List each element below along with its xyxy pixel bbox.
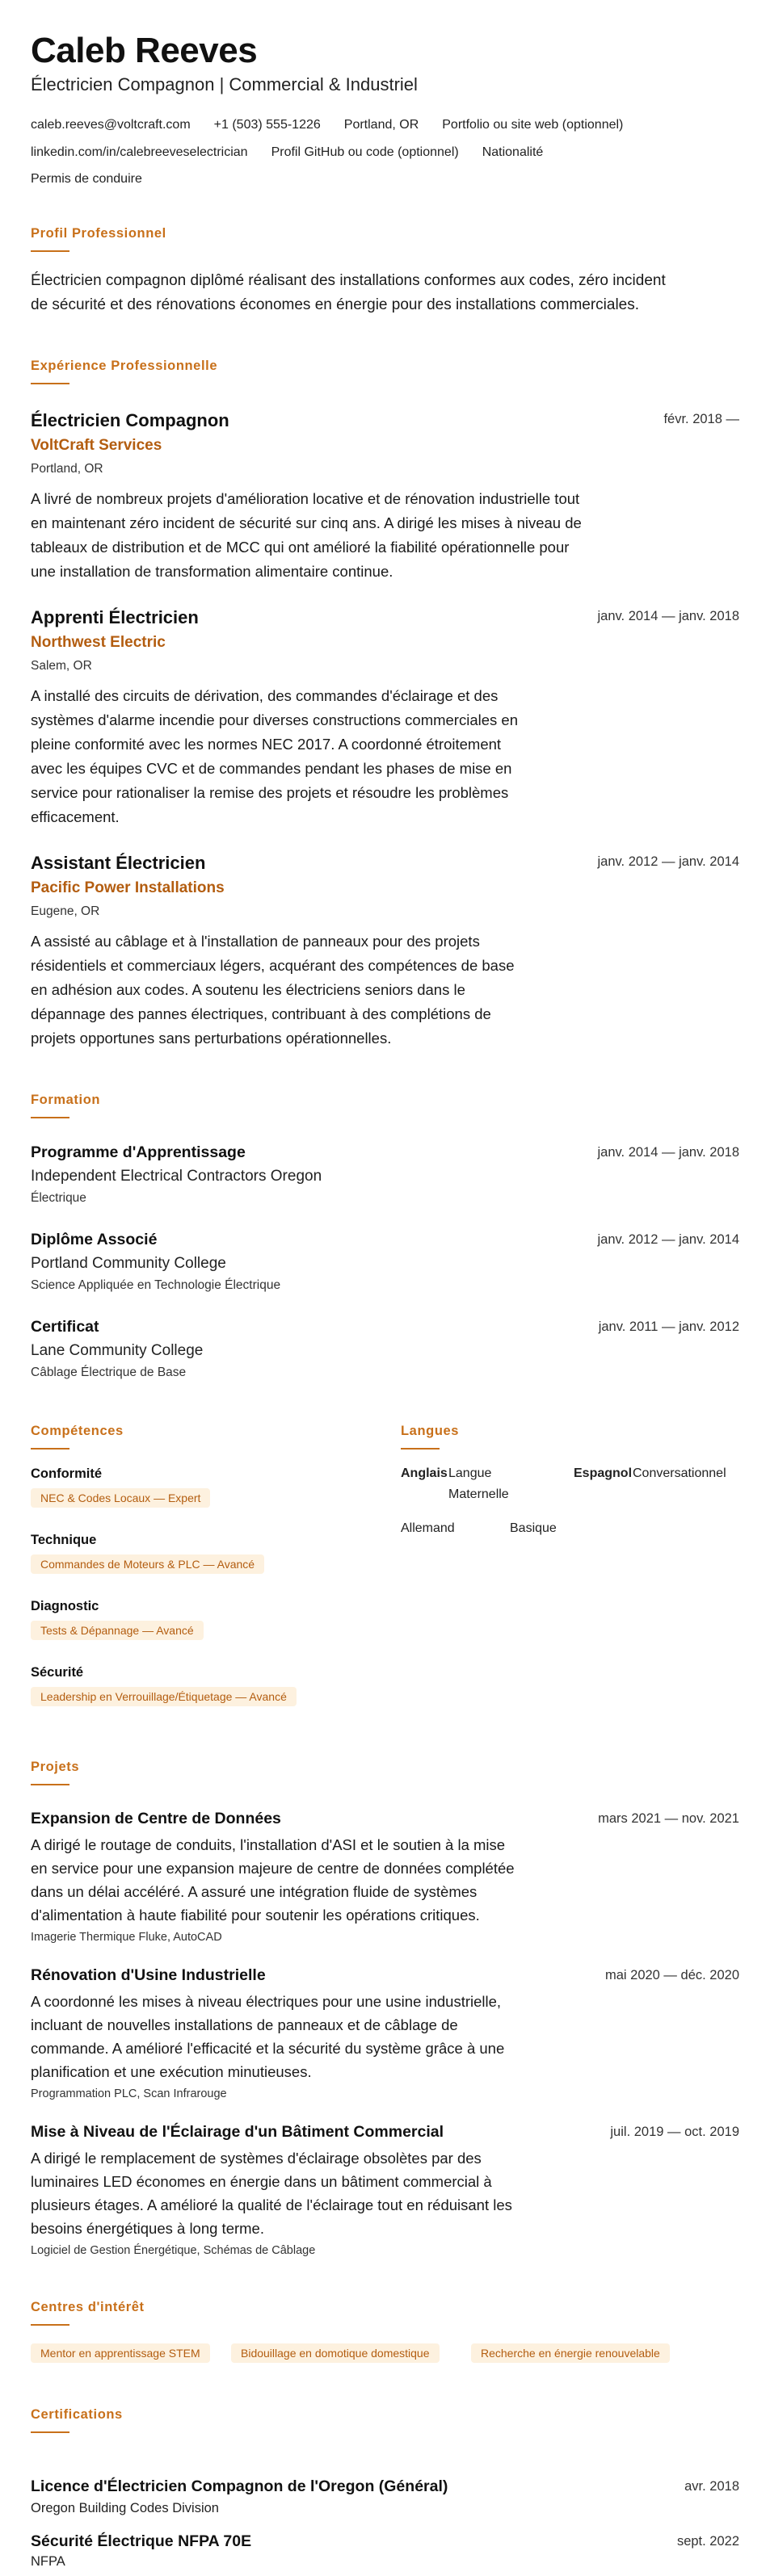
job-location: Eugene, OR — [31, 904, 100, 918]
job-description-line: en maintenant zéro incident de sécurité sur cinq ans. A dirigé les mises à niveau de — [31, 514, 582, 531]
skill-badge: Leadership en Verrouillage/Étiquetage — Avancé — [31, 1687, 297, 1706]
job-date: janv. 2012 — janv. 2014 — [597, 854, 739, 869]
job-title: Apprenti Électricien — [31, 607, 199, 627]
section-heading-profile: Profil Professionnel — [31, 226, 166, 241]
section-heading-skills: Compétences — [31, 1424, 124, 1438]
job-description-line: efficacement. — [31, 808, 120, 825]
skill-category: Sécurité — [31, 1665, 84, 1680]
job-title: Assistant Électricien — [31, 853, 206, 873]
candidate-name: Caleb Reeves — [31, 31, 258, 70]
certification-title: Licence d'Électricien Compagnon de l'Oregon (Général) — [31, 2477, 448, 2495]
education-institution: Independent Electrical Contractors Oregon — [31, 1168, 322, 1185]
section-heading-interests: Centres d'intérêt — [31, 2300, 145, 2314]
section-heading-experience: Expérience Professionnelle — [31, 359, 218, 373]
contact-phone[interactable]: +1 (503) 555-1226 — [213, 118, 321, 132]
skill-badge: Commandes de Moteurs & PLC — Avancé — [31, 1554, 264, 1574]
contact-website[interactable]: Portfolio ou site web (optionnel) — [442, 118, 624, 132]
language-level: Langue — [448, 1466, 492, 1480]
project-title: Mise à Niveau de l'Éclairage d'un Bâtiment Commercial — [31, 2123, 444, 2141]
job-description-line: dépannage des pannes électriques, contribuant à des complétions de — [31, 1005, 491, 1022]
job-description-line: A livré de nombreux projets d'amélioration locative et de rénovation industrielle tout — [31, 490, 580, 507]
certification-date: sept. 2022 — [676, 2534, 739, 2549]
profile-line-2: de sécurité et des rénovations économes en énergie pour des installations commerciales. — [31, 296, 640, 313]
job-description-line: A assisté au câblage et à l'installation de panneaux pour des projets — [31, 933, 480, 950]
section-heading-projects: Projets — [31, 1760, 80, 1774]
job-description-line: avec les équipes CVC et de commandes pendant les phases de mise en — [31, 760, 512, 777]
contact-row-1 — [31, 118, 739, 132]
education-title: Certificat — [31, 1318, 99, 1336]
education-title: Diplôme Associé — [31, 1231, 158, 1248]
certification-date: avr. 2018 — [684, 2479, 739, 2494]
education-date: janv. 2014 — janv. 2018 — [597, 1145, 739, 1160]
job-description-line: résidentiels et commerciaux légers, acquérant des compétences de base — [31, 957, 515, 974]
job-location: Portland, OR — [31, 462, 103, 476]
skill-category: Diagnostic — [31, 1599, 99, 1613]
job-description-line: en adhésion aux codes. A soutenu les électriciens seniors dans le — [31, 981, 465, 998]
education-institution: Lane Community College — [31, 1342, 204, 1359]
certification-issuer: NFPA — [31, 2554, 65, 2569]
project-description-line: A dirigé le routage de conduits, l'installation d'ASI et le soutien à la mise — [31, 1836, 506, 1853]
certification-issuer: Oregon Building Codes Division — [31, 2501, 219, 2515]
section-heading-languages: Langues — [401, 1424, 460, 1438]
language-level: Basique — [510, 1521, 557, 1535]
project-tools: Imagerie Thermique Fluke, AutoCAD — [31, 1931, 222, 1944]
headline: Électricien Compagnon | Commercial & Industriel — [31, 74, 418, 94]
education-field: Électrique — [31, 1191, 86, 1205]
education-institution: Portland Community College — [31, 1255, 226, 1272]
project-date: mai 2020 — déc. 2020 — [604, 1968, 739, 1982]
interest-badge: Bidouillage en domotique domestique — [231, 2343, 440, 2363]
project-description-line: d'alimentation à haute fiabilité pour soutenir les opérations critiques. — [31, 1907, 480, 1924]
skill-badge: Tests & Dépannage — Avancé — [31, 1621, 204, 1640]
contact-email[interactable]: caleb.reeves@voltcraft.com — [31, 118, 191, 132]
project-title: Expansion de Centre de Données — [31, 1810, 281, 1827]
education-field: Câblage Électrique de Base — [31, 1366, 187, 1379]
contact-github[interactable]: Profil GitHub ou code (optionnel) — [271, 145, 459, 159]
contact-row-2 — [31, 145, 739, 160]
project-description-line: plusieurs étages. A amélioré la qualité de l'éclairage tout en réduisant les — [31, 2196, 512, 2213]
section-heading-education: Formation — [31, 1093, 101, 1107]
job-company: VoltCraft Services — [31, 437, 162, 454]
education-date: janv. 2011 — janv. 2012 — [598, 1319, 739, 1334]
project-description-line: commande. A amélioré l'efficacité et la sécurité du système grâce à une — [31, 2040, 505, 2057]
project-date: juil. 2019 — oct. 2019 — [610, 2125, 739, 2139]
contact-license: Permis de conduire — [31, 172, 142, 186]
project-tools: Logiciel de Gestion Énergétique, Schémas de Câblage — [31, 2244, 316, 2257]
job-description-line: service pour rationaliser la remise des projets et résoudre les problèmes — [31, 784, 509, 801]
contact-linkedin[interactable]: linkedin.com/in/calebreeveselectrician — [31, 145, 248, 159]
interest-badge: Recherche en énergie renouvelable — [471, 2343, 670, 2363]
language-name: Allemand — [401, 1521, 455, 1535]
project-description-line: A dirigé le remplacement de systèmes d'éclairage obsolètes par des — [31, 2150, 482, 2167]
job-title: Électricien Compagnon — [31, 410, 229, 430]
job-location: Salem, OR — [31, 659, 92, 673]
project-title: Rénovation d'Usine Industrielle — [31, 1966, 266, 1984]
project-description-line: luminaires LED économes en énergie dans un bâtiment commercial à — [31, 2173, 492, 2190]
interest-badge: Mentor en apprentissage STEM — [31, 2343, 210, 2363]
job-date: janv. 2014 — janv. 2018 — [597, 609, 739, 623]
job-company: Pacific Power Installations — [31, 879, 225, 896]
project-description-line: A coordonné les mises à niveau électriques pour une usine industrielle, — [31, 1993, 502, 2010]
language-level: Conversationnel — [633, 1466, 726, 1480]
project-date: mars 2021 — nov. 2021 — [598, 1811, 739, 1826]
project-description-line: besoins énergétiques à long terme. — [31, 2220, 264, 2237]
project-description-line: planification et une exécution minutieuses. — [31, 2063, 312, 2080]
language-name: Espagnol — [574, 1466, 633, 1480]
education-title: Programme d'Apprentissage — [31, 1143, 246, 1161]
job-description-line: une installation de transformation alimentaire continue. — [31, 563, 393, 580]
education-date: janv. 2012 — janv. 2014 — [597, 1232, 739, 1247]
education-field: Science Appliquée en Technologie Électrique — [31, 1278, 281, 1292]
contact-nationality: Nationalité — [482, 145, 544, 159]
job-description-line: A installé des circuits de dérivation, des commandes d'éclairage et des — [31, 687, 499, 704]
project-description-line: incluant de nouvelles installations de panneaux et de câblage de — [31, 2016, 458, 2033]
certification-title: Sécurité Électrique NFPA 70E — [31, 2532, 252, 2550]
skill-category: Technique — [31, 1533, 97, 1547]
contact-row-3 — [31, 172, 739, 187]
job-description-line: projets opportunes sans perturbations opérationnelles. — [31, 1030, 392, 1047]
job-company: Northwest Electric — [31, 634, 166, 651]
language-name: Anglais — [401, 1466, 448, 1480]
skill-category: Conformité — [31, 1466, 102, 1481]
language-level: Maternelle — [448, 1487, 509, 1501]
job-description-line: tableaux de distribution et de MCC qui ont amélioré la fiabilité opérationnelle pour — [31, 539, 570, 556]
job-date: févr. 2018 — — [663, 412, 739, 426]
section-heading-certifications: Certifications — [31, 2407, 123, 2422]
project-description-line: en service pour une expansion majeure de centre de données complétée — [31, 1860, 515, 1877]
job-description-line: pleine conformité avec les normes NEC 2017. A coordonné étroitement — [31, 736, 502, 753]
skill-badge: NEC & Codes Locaux — Expert — [31, 1488, 210, 1508]
contact-location: Portland, OR — [343, 118, 419, 132]
job-description-line: systèmes d'alarme incendie pour diverses constructions commerciales en — [31, 711, 518, 728]
profile-line-1: Électricien compagnon diplômé réalisant des installations conformes aux codes, zéro incident — [31, 272, 666, 289]
project-tools: Programmation PLC, Scan Infrarouge — [31, 2087, 227, 2100]
project-description-line: dans un délai accéléré. A assuré une intégration fluide de systèmes — [31, 1883, 478, 1900]
